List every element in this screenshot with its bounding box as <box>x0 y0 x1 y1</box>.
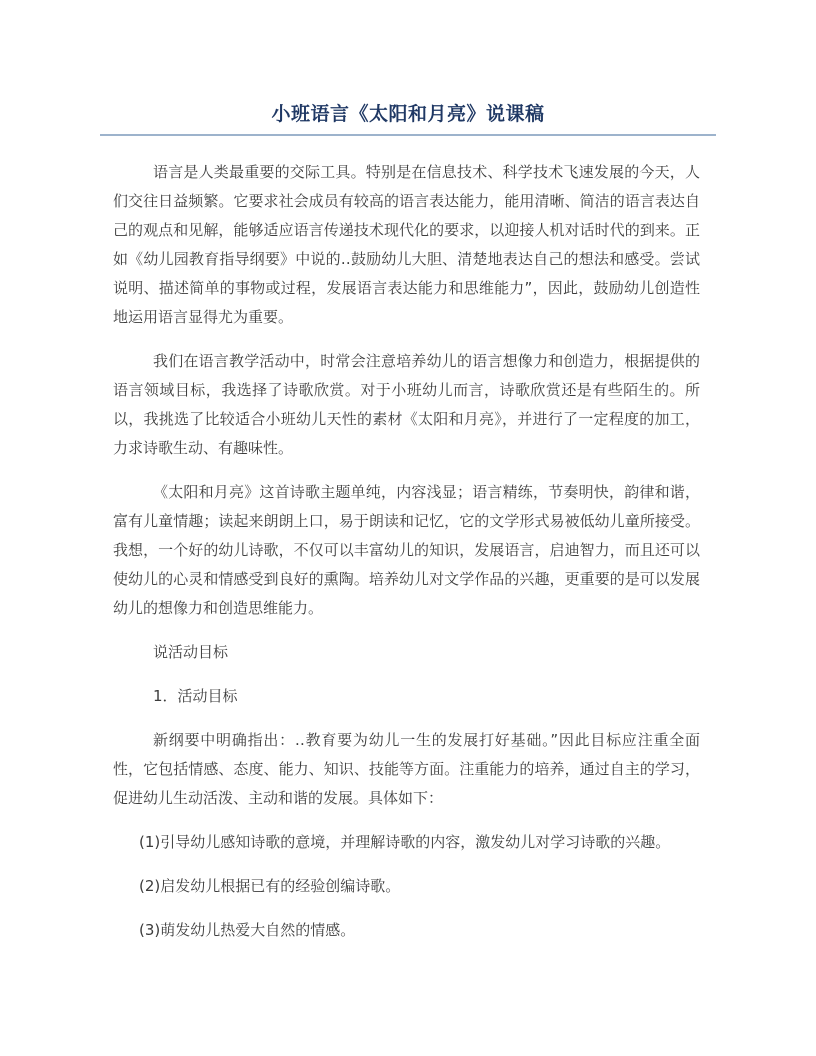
page-title: 小班语言《太阳和月亮》说课稿 <box>271 103 545 125</box>
title-divider <box>100 134 716 136</box>
list-item: (1)引导幼儿感知诗歌的意境，并理解诗歌的内容，激发幼儿对学习诗歌的兴趣。 <box>139 833 671 851</box>
list-item: (3)萌发幼儿热爱大自然的情感。 <box>139 921 356 939</box>
section-heading: 说活动目标 <box>153 643 229 661</box>
paragraph: 新纲要中明确指出：‥教育要为幼儿一生的发展打好基础。”因此目标应注重全面性，它包括情感、态度、能力、知识、技能等方面。注重能力的培养，通过自主的学习，促进幼儿生动活泼、主动和谐的发展。具体如下： <box>113 731 700 807</box>
document-body <box>113 158 700 945</box>
list-item: (2)启发幼儿根据已有的经验创编诗歌。 <box>139 877 401 895</box>
paragraph: 语言是人类最重要的交际工具。特别是在信息技术、科学技术飞速发展的今天，人们交往日益频繁。它要求社会成员有较高的语言表达能力，能用清晰、简洁的语言表达自己的观点和见解，能够适应语言传递技术现代化的要求，以迎接人机对话时代的到来。正如《幼儿园教育指导纲要》中说的‥鼓励幼儿大胆、清楚地表达自己的想法和感受。尝试说明、描述简单的事物或过程，发展语言表达能力和思维能力”，因此，鼓励幼儿创造性地运用语言显得尤为重要。 <box>113 163 700 326</box>
paragraph: 《太阳和月亮》这首诗歌主题单纯，内容浅显；语言精练，节奏明快，韵律和谐，富有儿童情趣；读起来朗朗上口，易于朗读和记忆，它的文学形式易被低幼儿童所接受。我想，一个好的幼儿诗歌，不仅可以丰富幼儿的知识，发展语言，启迪智力，而且还可以使幼儿的心灵和情感受到良好的熏陶。培养幼儿对文学作品的兴趣，更重要的是可以发展幼儿的想像力和创造思维能力。 <box>113 483 700 617</box>
section-heading: 1．活动目标 <box>153 687 238 705</box>
paragraph: 我们在语言教学活动中，时常会注意培养幼儿的语言想像力和创造力，根据提供的语言领域目标，我选择了诗歌欣赏。对于小班幼儿而言，诗歌欣赏还是有些陌生的。所以，我挑选了比较适合小班幼儿天性的素材《太阳和月亮》，并进行了一定程度的加工，力求诗歌生动、有趣味性。 <box>113 352 700 457</box>
